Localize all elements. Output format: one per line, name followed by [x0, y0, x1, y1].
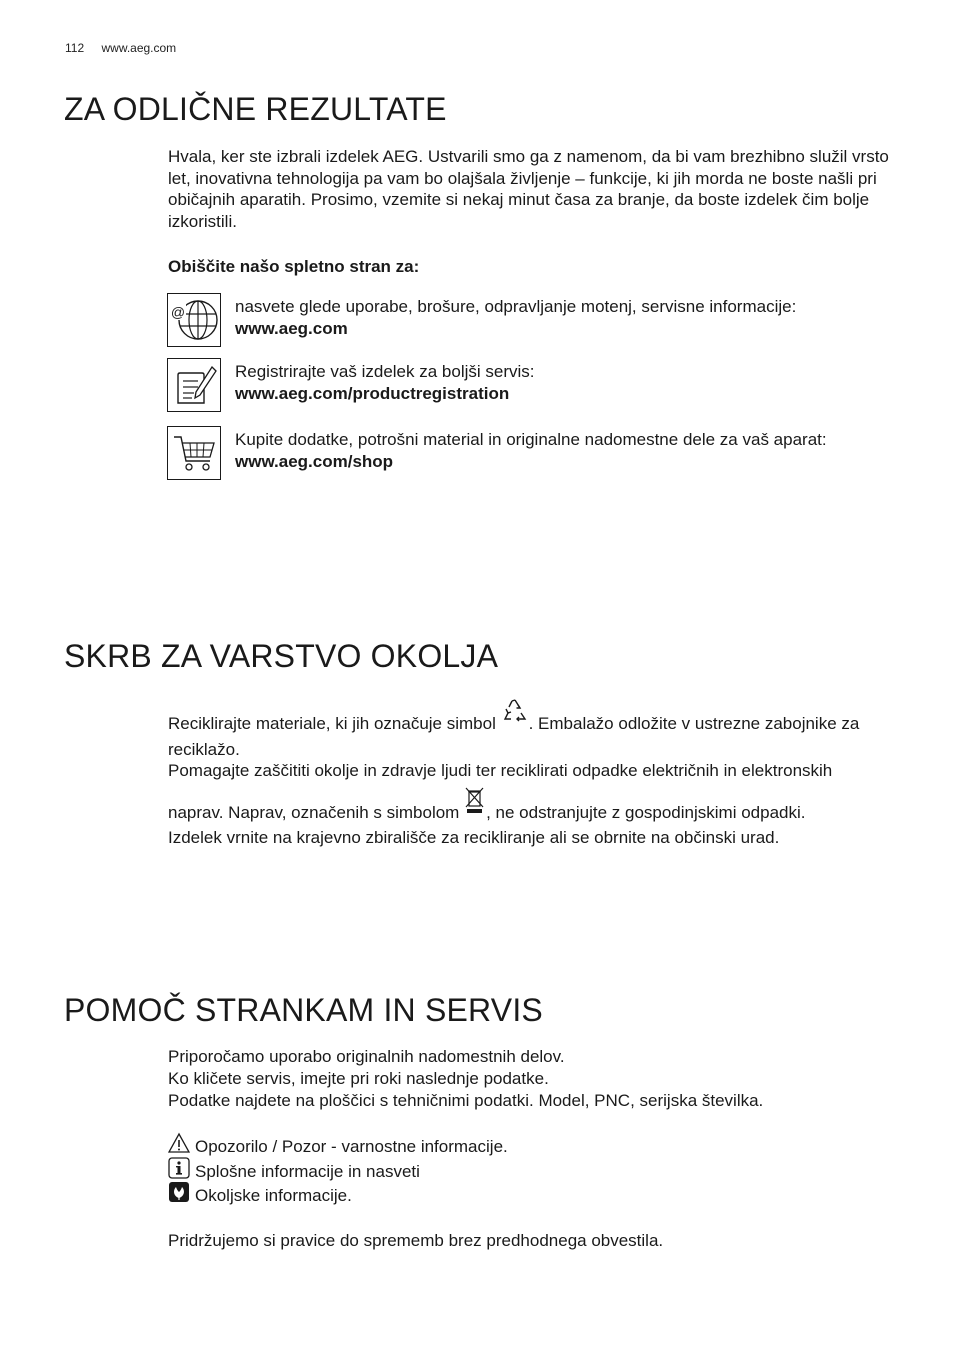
crossed-bin-icon: [464, 786, 486, 820]
service-line: Priporočamo uporabo originalnih nadomestnih delov.: [168, 1047, 565, 1066]
link-row-website[interactable]: [167, 293, 927, 347]
link-row-registration[interactable]: [167, 358, 927, 412]
service-line: Podatke najdete na ploščici s tehničnimi podatki. Model, PNC, serijska številka.: [168, 1091, 764, 1110]
visit-label: Obiščite našo spletno stran za:: [168, 257, 420, 276]
intro-paragraph: [168, 146, 913, 232]
environment-line-1: Reciklirajte materiale, ki jih označuje simbol . Embalažo odložite v ustrezne zabojnike za: [168, 705, 913, 739]
link-row-shop[interactable]: [167, 426, 927, 480]
link-description: Registrirajte vaš izdelek za boljši servis:: [235, 362, 535, 381]
service-line: Ko kličete servis, imejte pri roki naslednje podatke.: [168, 1069, 549, 1088]
environment-line-4: naprav. Naprav, označenih s simbolom , ne odstranjujte z gospodinjskimi odpadki.: [168, 794, 913, 828]
intro-text: Hvala, ker ste izbrali izdelek AEG. Ustvarili smo ga z namenom, da bi vam brezhibno služil vrsto let, inovativna tehnologija pa vam bo olajšala življenje – funkcije, ki jih morda ne boste našli pri običajnih aparatih. Prosimo, vzemite si nekaj minut časa za branje, da boste izdelek čim bolje izkoristili.: [168, 147, 889, 231]
environment-leaf-icon: [168, 1181, 190, 1203]
symbol-info-text: Splošne informacije in nasveti: [195, 1162, 420, 1181]
svg-text:@: @: [170, 304, 186, 320]
section-title-environment: SKRB ZA VARSTVO OKOLJA: [64, 638, 499, 674]
warning-triangle-icon: [168, 1132, 190, 1154]
link-text-shop: [235, 429, 827, 473]
page-header: [65, 41, 176, 55]
link-description: nasvete glede uporabe, brošure, odpravljanje motenj, servisne informacije:: [235, 297, 797, 316]
section-title-service: POMOČ STRANKAM IN SERVIS: [64, 992, 543, 1028]
shopping-cart-icon: [167, 426, 221, 480]
environment-line-2: reciklažo.: [168, 739, 240, 759]
link-url[interactable]: www.aeg.com/productregistration: [235, 384, 510, 403]
service-paragraph: [168, 1046, 913, 1112]
recycle-icon: [501, 697, 529, 731]
link-text-registration: [235, 361, 535, 405]
link-url[interactable]: www.aeg.com/shop: [235, 452, 394, 471]
environment-line-3: Pomagajte zaščititi okolje in zdravje ljudi ter reciklirati odpadke električnih in elektronskih: [168, 761, 833, 780]
footer-note: Pridržujemo si pravice do sprememb brez predhodnega obvestila.: [168, 1231, 664, 1250]
section-title-results: ZA ODLIČNE REZULTATE: [64, 91, 447, 127]
link-text-website: [235, 296, 796, 340]
globe-at-icon: [167, 293, 221, 347]
symbol-environment-text: Okoljske informacije.: [195, 1186, 352, 1205]
header-website[interactable]: www.aeg.com: [101, 41, 177, 55]
link-url[interactable]: www.aeg.com: [235, 319, 348, 338]
environment-paragraph: [168, 705, 913, 849]
environment-line-5: Izdelek vrnite na krajevno zbirališče za recikliranje ali se obrnite na občinski urad.: [168, 828, 780, 847]
registration-form-icon: [167, 358, 221, 412]
link-description: Kupite dodatke, potrošni material in originalne nadomestne dele za vaš aparat:: [235, 430, 827, 449]
info-icon: [168, 1157, 190, 1179]
symbol-warning-text: Opozorilo / Pozor - varnostne informacije.: [195, 1137, 508, 1156]
page-number: 112: [65, 41, 85, 55]
